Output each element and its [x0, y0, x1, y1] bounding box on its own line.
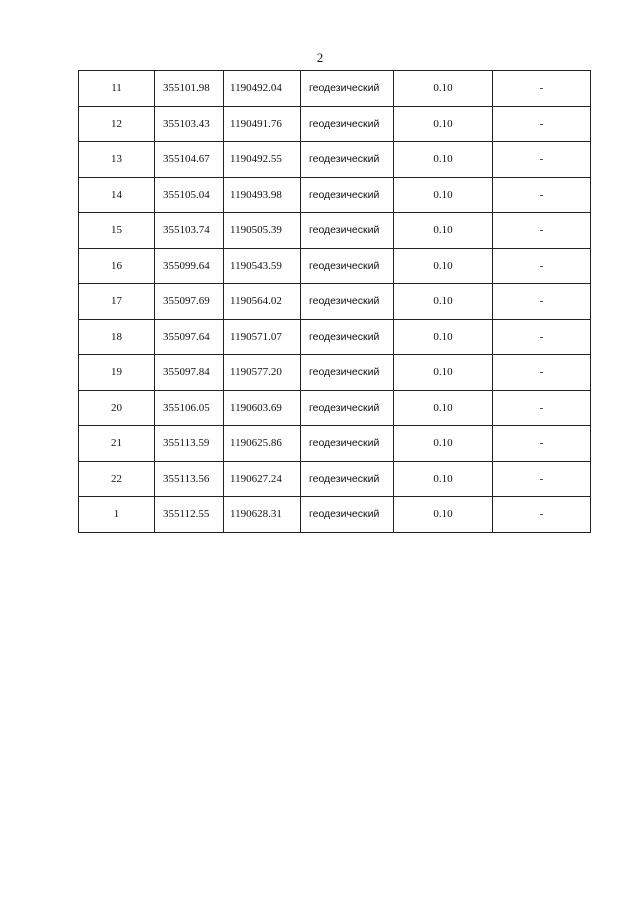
note-cell: - [493, 71, 591, 107]
method-cell: геодезический [301, 177, 394, 213]
table-row [79, 71, 591, 107]
note-cell: - [493, 461, 591, 497]
accuracy-cell: 0.10 [394, 142, 493, 178]
note-cell: - [493, 142, 591, 178]
method-cell: геодезический [301, 355, 394, 391]
x-coordinate-cell: 355104.67 [155, 142, 224, 178]
table-row [79, 461, 591, 497]
table-row [79, 497, 591, 533]
point-number-cell: 16 [79, 248, 155, 284]
table-row [79, 319, 591, 355]
x-coordinate-cell: 355105.04 [155, 177, 224, 213]
point-number-cell: 15 [79, 213, 155, 249]
point-number-cell: 13 [79, 142, 155, 178]
method-cell: геодезический [301, 284, 394, 320]
x-coordinate-cell: 355103.74 [155, 213, 224, 249]
method-cell: геодезический [301, 461, 394, 497]
note-cell: - [493, 355, 591, 391]
note-cell: - [493, 177, 591, 213]
note-cell: - [493, 426, 591, 462]
y-coordinate-cell: 1190628.31 [224, 497, 301, 533]
table-row [79, 177, 591, 213]
note-cell: - [493, 497, 591, 533]
method-cell: геодезический [301, 71, 394, 107]
y-coordinate-cell: 1190493.98 [224, 177, 301, 213]
table-row [79, 355, 591, 391]
x-coordinate-cell: 355113.59 [155, 426, 224, 462]
note-cell: - [493, 106, 591, 142]
point-number-cell: 19 [79, 355, 155, 391]
accuracy-cell: 0.10 [394, 461, 493, 497]
x-coordinate-cell: 355097.84 [155, 355, 224, 391]
method-cell: геодезический [301, 142, 394, 178]
table-row [79, 390, 591, 426]
y-coordinate-cell: 1190491.76 [224, 106, 301, 142]
y-coordinate-cell: 1190571.07 [224, 319, 301, 355]
method-cell: геодезический [301, 426, 394, 462]
accuracy-cell: 0.10 [394, 390, 493, 426]
x-coordinate-cell: 355113.56 [155, 461, 224, 497]
method-cell: геодезический [301, 213, 394, 249]
accuracy-cell: 0.10 [394, 71, 493, 107]
accuracy-cell: 0.10 [394, 319, 493, 355]
page-number: 2 [316, 50, 324, 65]
y-coordinate-cell: 1190627.24 [224, 461, 301, 497]
table-row [79, 426, 591, 462]
table-body [79, 71, 591, 533]
y-coordinate-cell: 1190492.04 [224, 71, 301, 107]
point-number-cell: 18 [79, 319, 155, 355]
y-coordinate-cell: 1190543.59 [224, 248, 301, 284]
x-coordinate-cell: 355097.64 [155, 319, 224, 355]
accuracy-cell: 0.10 [394, 213, 493, 249]
y-coordinate-cell: 1190577.20 [224, 355, 301, 391]
note-cell: - [493, 213, 591, 249]
y-coordinate-cell: 1190603.69 [224, 390, 301, 426]
note-cell: - [493, 284, 591, 320]
note-cell: - [493, 248, 591, 284]
y-coordinate-cell: 1190492.55 [224, 142, 301, 178]
x-coordinate-cell: 355101.98 [155, 71, 224, 107]
point-number-cell: 20 [79, 390, 155, 426]
table-row [79, 284, 591, 320]
point-number-cell: 1 [79, 497, 155, 533]
y-coordinate-cell: 1190505.39 [224, 213, 301, 249]
table-row [79, 106, 591, 142]
x-coordinate-cell: 355103.43 [155, 106, 224, 142]
point-number-cell: 21 [79, 426, 155, 462]
method-cell: геодезический [301, 497, 394, 533]
x-coordinate-cell: 355099.64 [155, 248, 224, 284]
table-row [79, 248, 591, 284]
accuracy-cell: 0.10 [394, 426, 493, 462]
point-number-cell: 17 [79, 284, 155, 320]
method-cell: геодезический [301, 390, 394, 426]
x-coordinate-cell: 355097.69 [155, 284, 224, 320]
accuracy-cell: 0.10 [394, 248, 493, 284]
coordinates-table [78, 70, 591, 533]
accuracy-cell: 0.10 [394, 355, 493, 391]
accuracy-cell: 0.10 [394, 177, 493, 213]
accuracy-cell: 0.10 [394, 284, 493, 320]
method-cell: геодезический [301, 319, 394, 355]
accuracy-cell: 0.10 [394, 497, 493, 533]
y-coordinate-cell: 1190625.86 [224, 426, 301, 462]
accuracy-cell: 0.10 [394, 106, 493, 142]
point-number-cell: 14 [79, 177, 155, 213]
point-number-cell: 12 [79, 106, 155, 142]
method-cell: геодезический [301, 106, 394, 142]
point-number-cell: 22 [79, 461, 155, 497]
note-cell: - [493, 390, 591, 426]
method-cell: геодезический [301, 248, 394, 284]
table-row [79, 142, 591, 178]
note-cell: - [493, 319, 591, 355]
x-coordinate-cell: 355112.55 [155, 497, 224, 533]
point-number-cell: 11 [79, 71, 155, 107]
x-coordinate-cell: 355106.05 [155, 390, 224, 426]
y-coordinate-cell: 1190564.02 [224, 284, 301, 320]
table-row [79, 213, 591, 249]
